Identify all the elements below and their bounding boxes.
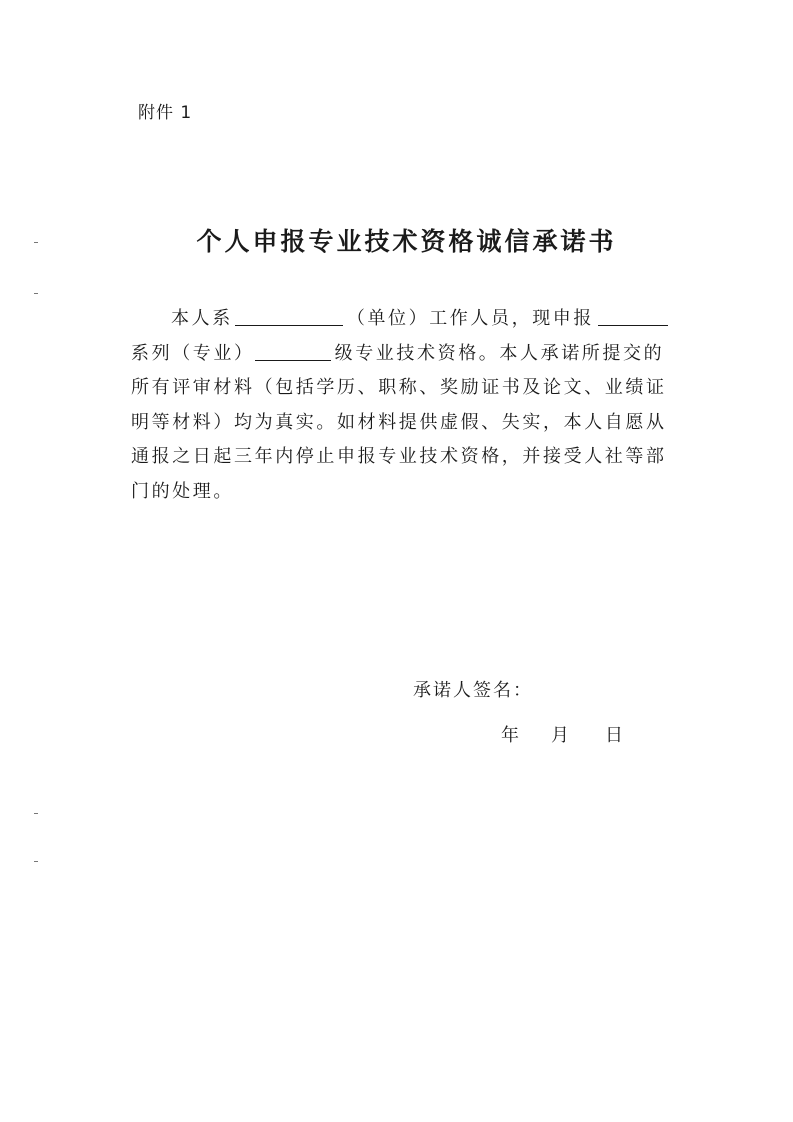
- date-year-label: 年: [501, 725, 519, 746]
- scan-mark: [34, 293, 38, 294]
- signature-label: 承诺人签名：: [413, 680, 533, 701]
- body-line-6: 门的处理。: [131, 480, 234, 502]
- body-line-3: 所有评审材料（包括学历、职称、奖励证书及论文、业绩证: [131, 377, 667, 398]
- line-text: 系列（专业）: [131, 342, 255, 364]
- body-line-2: [131, 337, 683, 372]
- series-blank: [598, 307, 668, 326]
- scan-mark: [34, 861, 38, 862]
- attachment-label: 附件 1: [138, 103, 193, 123]
- commitment-paragraph: [131, 302, 683, 509]
- date-month-label: 月: [551, 725, 569, 746]
- date-day-label: 日: [605, 725, 623, 746]
- commitment-body: [131, 302, 683, 509]
- body-line-4: 明等材料）均为真实。如材料提供虚假、失实，本人自愿从: [131, 411, 667, 433]
- line-text: 本人系: [171, 308, 233, 329]
- scan-mark: [34, 813, 38, 814]
- level-blank: [255, 342, 331, 361]
- document-title: 个人申报专业技术资格诚信承诺书: [196, 227, 617, 256]
- body-line-1: [131, 302, 683, 337]
- line-text: 级专业技术资格。本人承诺所提交的: [334, 342, 665, 364]
- body-line-5: 通报之日起三年内停止申报专业技术资格，并接受人社等部: [131, 446, 667, 467]
- unit-blank: [235, 307, 343, 326]
- line-text: （单位）工作人员，现申报: [346, 308, 595, 329]
